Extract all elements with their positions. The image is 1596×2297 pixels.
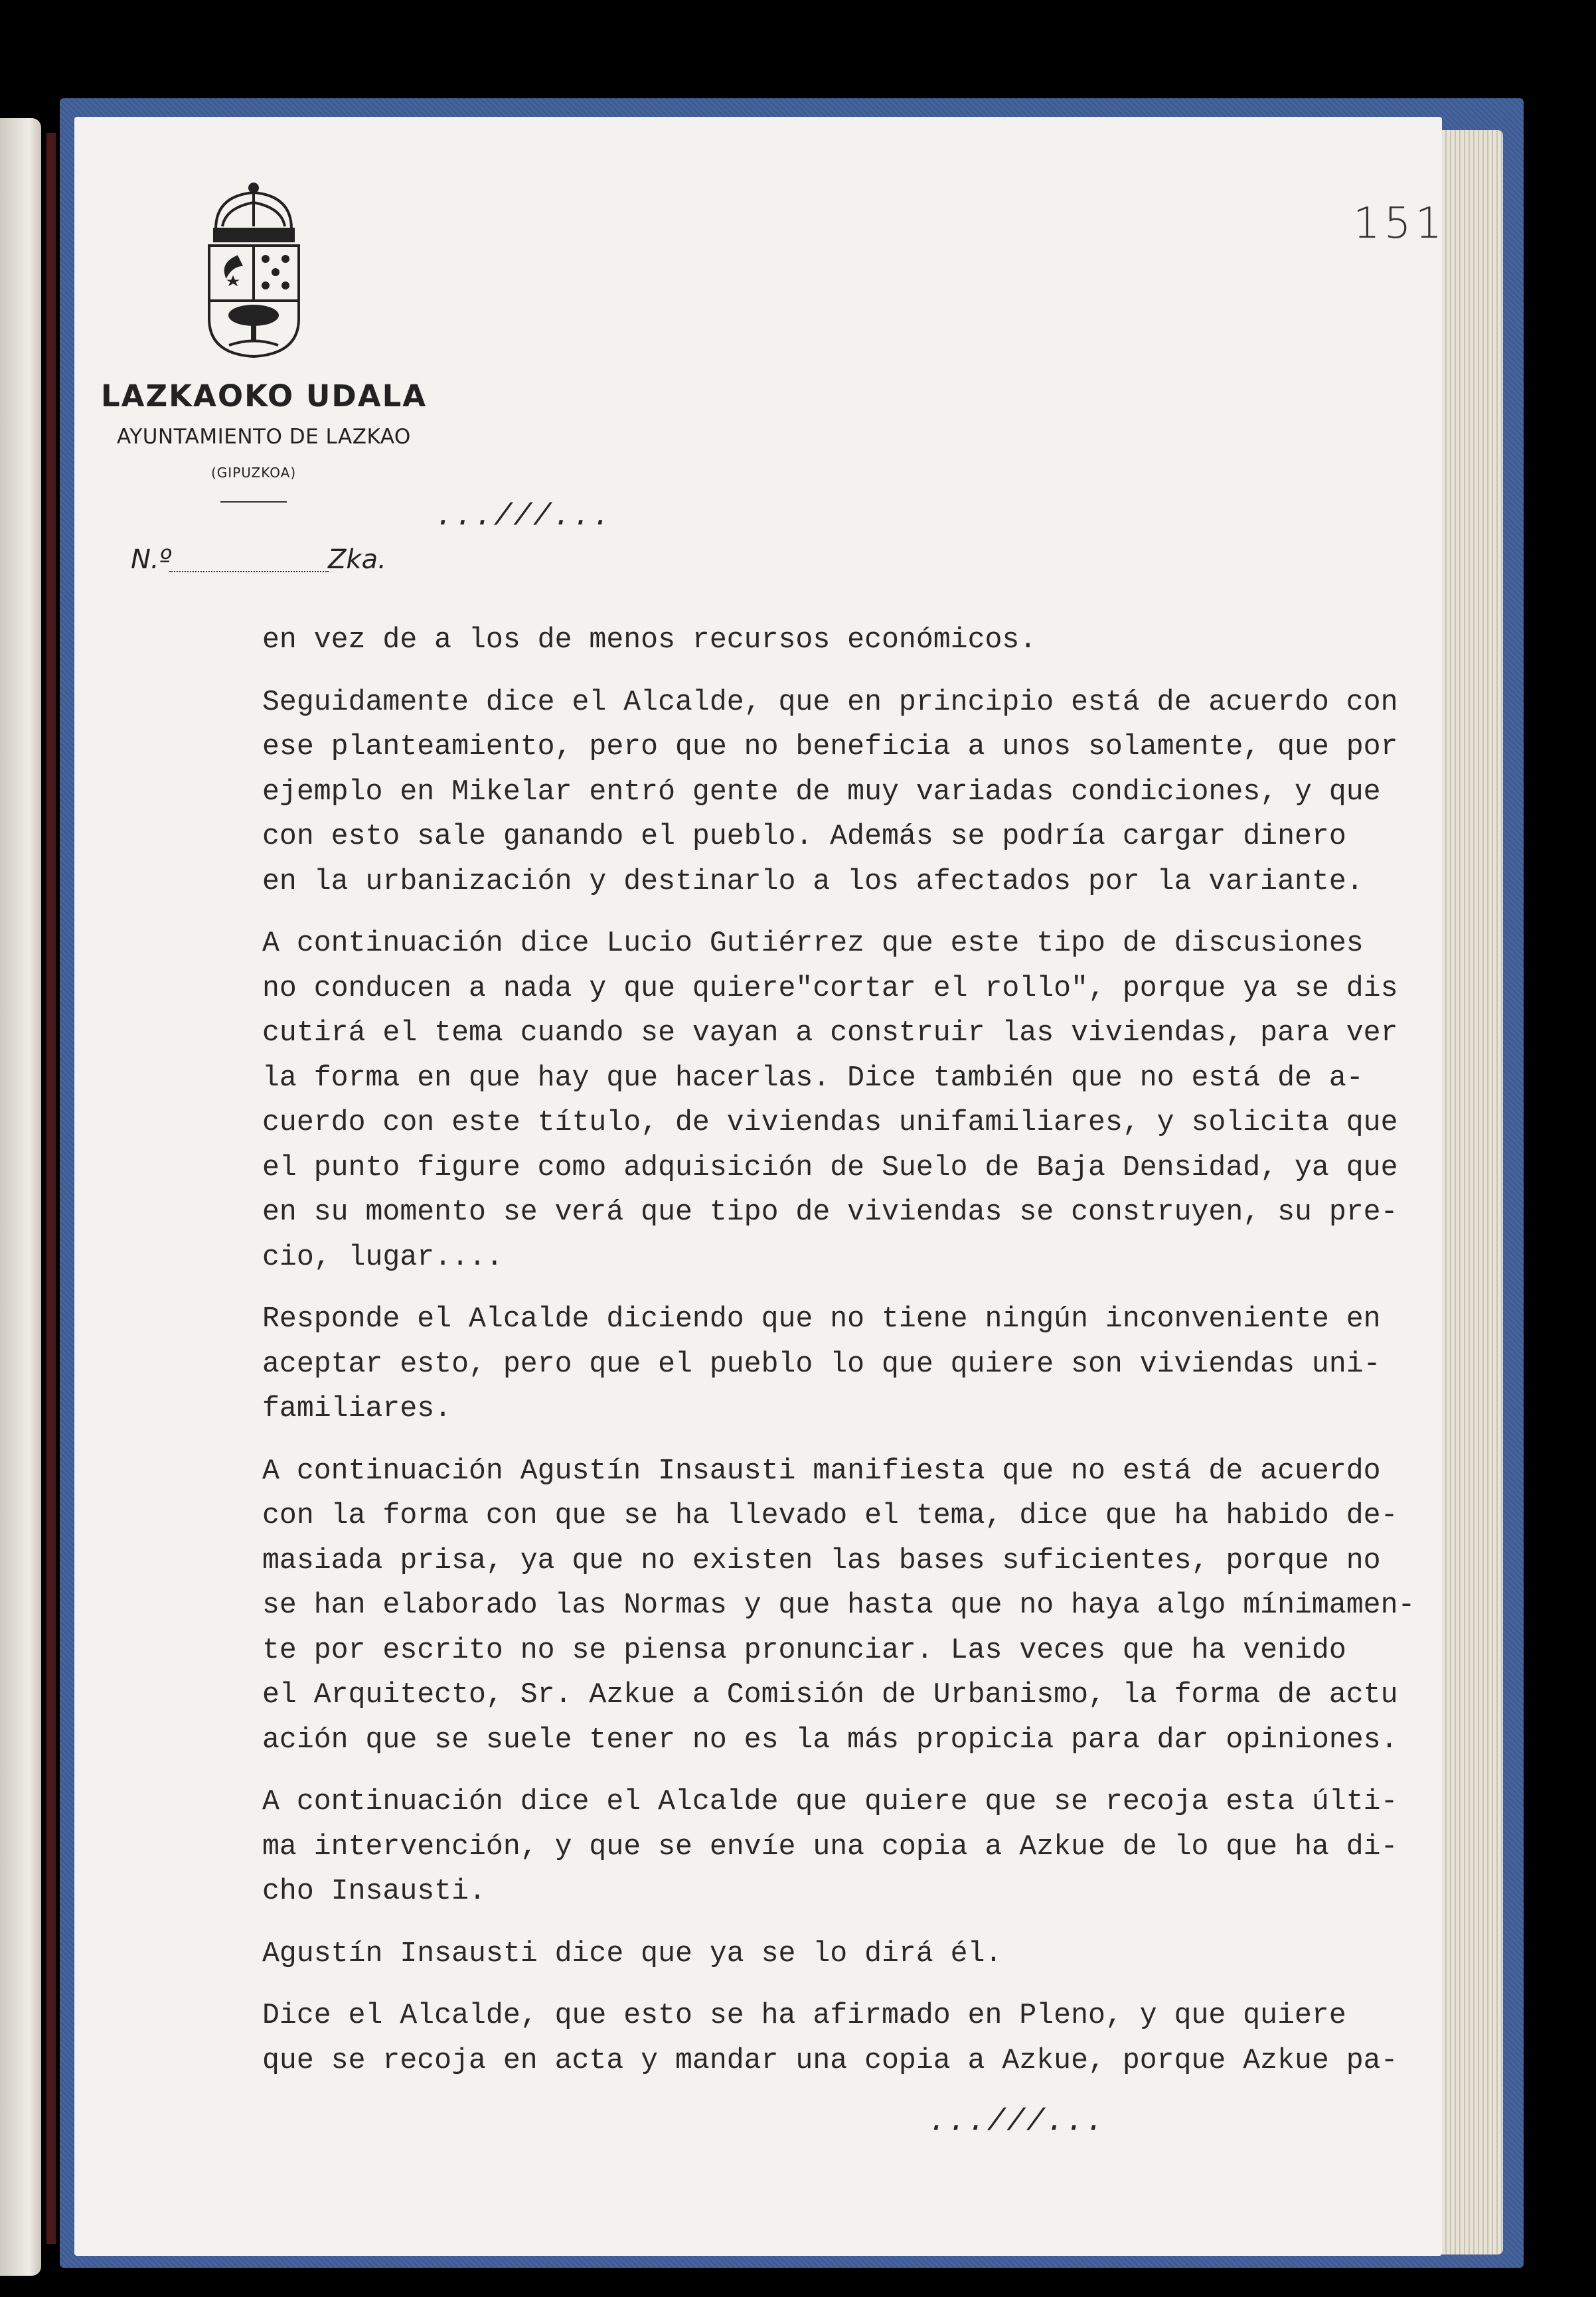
header-divider: [220, 501, 287, 503]
text-line: cio, lugar....: [262, 1240, 503, 1273]
paragraph: [262, 617, 1457, 663]
text-line: aceptar esto, pero que el pueblo lo que quiere son viviendas uni-: [262, 1347, 1381, 1380]
text-line: Responde el Alcalde diciendo que no tiene ningún inconveniente en: [262, 1303, 1381, 1335]
text-line: A continuación dice Lucio Gutiérrez que este tipo de discusiones: [262, 927, 1364, 959]
number-suffix: Zka.: [328, 544, 386, 575]
text-line: familiares.: [262, 1392, 452, 1425]
text-line: ese planteamiento, pero que no beneficia a unos solamente, que por: [262, 730, 1398, 763]
council-name: LAZKAOKO UDALA: [101, 378, 428, 414]
continuation-mark-top: ...///...: [435, 499, 612, 534]
text-line: no conducen a nada y que quiere"cortar el rollo", porque ya se dis: [262, 971, 1398, 1004]
text-line: A continuación Agustín Insausti manifiesta que no está de acuerdo: [262, 1454, 1381, 1487]
text-line: ma intervención, y que se envíe una copia a Azkue de lo que ha di-: [262, 1830, 1398, 1863]
text-line: con la forma con que se ha llevado el tema, dice que ha habido de-: [262, 1499, 1398, 1532]
text-line: cuerdo con este título, de viviendas unifamiliares, y solicita que: [262, 1106, 1398, 1139]
text-line: ación que se suele tener no es la más propicia para dar opiniones.: [262, 1723, 1398, 1756]
text-line: Dice el Alcalde, que esto se ha afirmado en Pleno, y que quiere: [262, 1999, 1346, 2031]
paragraph: [262, 1779, 1457, 1914]
text-line: Agustín Insausti dice que ya se lo dirá él.: [262, 1937, 1002, 1970]
text-line: ejemplo en Mikelar entró gente de muy variadas condiciones, y que: [262, 775, 1381, 808]
text-line: en vez de a los de menos recursos económicos.: [262, 623, 1037, 656]
text-line: en su momento se verá que tipo de viviendas se construyen, su pre-: [262, 1196, 1398, 1228]
paragraph: [262, 1993, 1457, 2083]
text-line: en la urbanización y destinarlo a los afectados por la variante.: [262, 864, 1364, 898]
text-line: masiada prisa, ya que no existen las bases suficientes, porque no: [262, 1544, 1381, 1577]
number-label: N.º: [131, 544, 172, 575]
text-line: Seguidamente dice el Alcalde, que en principio está de acuerdo con: [262, 685, 1398, 718]
paragraph: [262, 1931, 1457, 1976]
council-name-es: AYUNTAMIENTO DE LAZKAO: [117, 425, 411, 449]
text-line: con esto sale ganando el pueblo. Además se podría cargar dinero: [262, 820, 1346, 852]
text-line: cho Insausti.: [262, 1875, 486, 1907]
facing-page-edge: [0, 118, 41, 2276]
continuation-mark-bottom: ...///...: [928, 2104, 1105, 2139]
text-line: la forma en que hay que hacerlas. Dice también que no está de a-: [262, 1061, 1364, 1094]
text-line: que se recoja en acta y mandar una copia a Azkue, porque Azkue pa-: [262, 2043, 1398, 2077]
province: (GIPUZKOA): [211, 465, 297, 481]
paragraph: [262, 680, 1457, 904]
page-number: 151: [1353, 199, 1447, 248]
text-line: cutirá el tema cuando se vayan a construir las viviendas, para ver: [262, 1016, 1398, 1049]
paragraph: [262, 1449, 1457, 1763]
document-body: [262, 617, 1457, 2100]
number-blank-line: [169, 571, 329, 572]
paragraph: [262, 1297, 1457, 1431]
text-line: te por escrito no se piensa pronunciar. Las veces que ha venido: [262, 1633, 1346, 1666]
coat-of-arms-icon: [202, 183, 305, 362]
text-line: se han elaborado las Normas y que hasta que no haya algo mínimamen-: [262, 1589, 1415, 1621]
text-line: A continuación dice el Alcalde que quiere que se recoja esta últi-: [262, 1785, 1398, 1818]
paragraph: [262, 921, 1457, 1279]
text-line: el punto figure como adquisición de Suelo de Baja Densidad, ya que: [262, 1150, 1398, 1184]
text-line: el Arquitecto, Sr. Azkue a Comisión de Urbanismo, la forma de actu: [262, 1678, 1398, 1711]
binding-edge: [46, 133, 56, 2244]
